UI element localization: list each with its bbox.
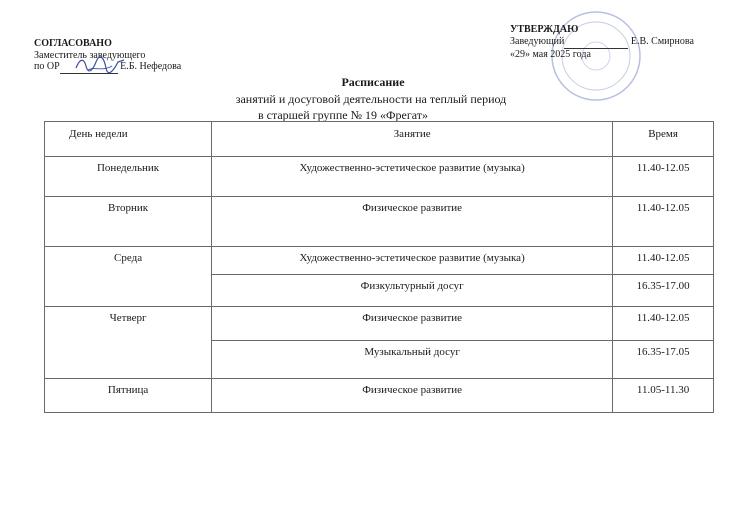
row-day: Четверг (45, 307, 212, 379)
row-day: Среда (45, 247, 212, 307)
row-time: 11.40-12.05 (613, 197, 714, 247)
header-day: День недели (45, 122, 212, 157)
approval-left-prefix: по ОР (34, 61, 60, 72)
table-row (45, 307, 714, 341)
page-subtitle-2: в старшей группе № 19 «Фрегат» (257, 108, 429, 122)
handwritten-signature (74, 56, 128, 74)
row-activity: Физическое развитие (212, 197, 613, 247)
row-activity: Физическое развитие (212, 307, 613, 341)
approval-right-heading: УТВЕРЖДАЮ (510, 24, 579, 35)
header-time: Время (613, 122, 714, 157)
row-time: 11.40-12.05 (613, 247, 714, 275)
row-time: 11.05-11.30 (613, 379, 714, 413)
approval-right-position: Заведующий (510, 36, 565, 47)
row-day: Пятница (45, 379, 212, 413)
row-activity: Художественно-эстетическое развитие (музыка) (212, 247, 613, 275)
row-day: Понедельник (45, 157, 212, 197)
approval-right-block (500, 24, 694, 61)
row-activity: Художественно-эстетическое развитие (музыка) (212, 157, 613, 197)
approval-right-name: Е.В. Смирнова (630, 36, 694, 47)
row-time: 16.35-17.00 (613, 275, 714, 307)
page-title: Расписание (341, 75, 405, 89)
table-row (45, 197, 714, 247)
row-activity: Физическое развитие (212, 379, 613, 413)
row-time: 11.40-12.05 (613, 157, 714, 197)
row-activity: Физкультурный досуг (212, 275, 613, 307)
row-time: 16.35-17.05 (613, 341, 714, 379)
signature-underline (564, 36, 628, 49)
page-subtitle-1: занятий и досуговой деятельности на теплый период (235, 92, 507, 106)
table-row (45, 379, 714, 413)
row-activity: Музыкальный досуг (212, 341, 613, 379)
approval-right-date: «29» мая 2025 года (510, 49, 591, 60)
table-row (45, 247, 714, 275)
header-activity: Занятие (212, 122, 613, 157)
approval-left-name: Е.Б. Нефедова (120, 61, 182, 72)
schedule-table (44, 121, 714, 413)
table-header-row (45, 122, 714, 157)
row-time: 11.40-12.05 (613, 307, 714, 341)
approval-left-position: Заместитель заведующего (34, 49, 146, 61)
approval-left-heading: СОГЛАСОВАНО (34, 38, 112, 49)
row-day: Вторник (45, 197, 212, 247)
table-row (45, 157, 714, 197)
approval-right-position-line (500, 36, 694, 49)
